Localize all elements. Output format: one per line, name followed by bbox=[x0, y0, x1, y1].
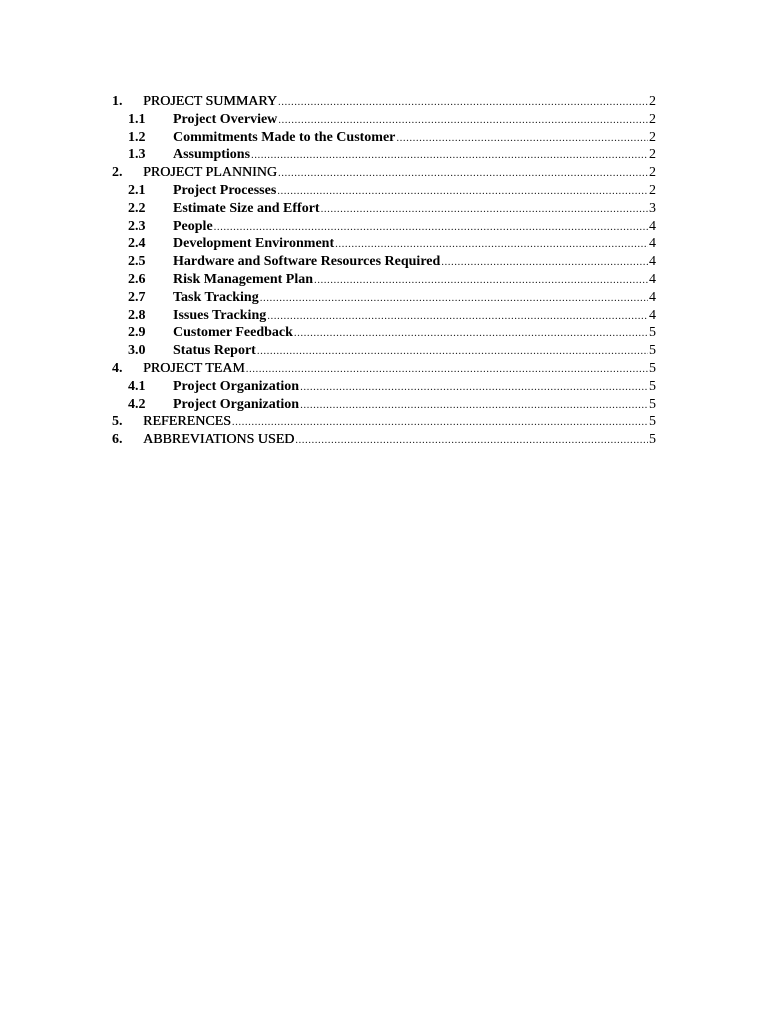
toc-entry-number: 1.2 bbox=[128, 129, 146, 145]
toc-entry-page-number: 2 bbox=[649, 111, 656, 127]
toc-entry[interactable] bbox=[112, 111, 656, 129]
toc-entry-title: Assumptions bbox=[173, 147, 251, 163]
toc-entry-number: 2. bbox=[112, 165, 123, 181]
toc-entry[interactable] bbox=[112, 431, 656, 449]
toc-entry[interactable] bbox=[112, 235, 656, 253]
toc-entry-page-number: 4 bbox=[649, 289, 656, 305]
toc-entry-number: 2.1 bbox=[128, 182, 146, 198]
toc-entry[interactable] bbox=[112, 324, 656, 342]
toc-entry[interactable] bbox=[112, 253, 656, 271]
toc-entry-title: People bbox=[173, 218, 213, 234]
toc-entry-number: 2.5 bbox=[128, 254, 146, 270]
toc-entry-page-number: 5 bbox=[649, 343, 656, 359]
toc-dot-leader bbox=[245, 360, 648, 379]
toc-dot-leader bbox=[299, 396, 648, 415]
toc-entry[interactable] bbox=[112, 307, 656, 325]
toc-entry-number: 2.6 bbox=[128, 271, 146, 287]
toc-dot-leader bbox=[293, 324, 648, 343]
toc-entry-title: Customer Feedback bbox=[173, 325, 293, 341]
toc-dot-leader bbox=[259, 289, 648, 308]
toc-entry[interactable] bbox=[112, 218, 656, 236]
toc-entry-number: 4.1 bbox=[128, 378, 146, 394]
toc-entry-number: 1. bbox=[112, 94, 123, 109]
toc-entry-number: 2.4 bbox=[128, 236, 146, 252]
toc-entry-page-number: 4 bbox=[649, 271, 656, 287]
toc-entry-page-number: 4 bbox=[649, 254, 656, 270]
toc-entry[interactable] bbox=[112, 378, 656, 396]
toc-entry-number: 4. bbox=[112, 360, 123, 376]
toc-entry[interactable] bbox=[112, 182, 656, 200]
toc-entry-title: PROJECT PLANNING bbox=[143, 165, 277, 181]
toc-dot-leader bbox=[294, 431, 648, 450]
toc-entry-page-number: 5 bbox=[649, 396, 656, 412]
toc-dot-leader bbox=[334, 235, 648, 254]
toc-entry-page-number: 4 bbox=[649, 218, 656, 234]
toc-entry[interactable] bbox=[112, 396, 656, 414]
toc-entry-page-number: 5 bbox=[649, 414, 656, 430]
toc-dot-leader bbox=[440, 253, 648, 272]
table-of-contents bbox=[112, 93, 656, 449]
toc-entry-number: 3.0 bbox=[128, 343, 146, 359]
toc-entry-page-number: 5 bbox=[649, 432, 656, 448]
toc-entry-number: 2.3 bbox=[128, 218, 146, 234]
toc-entry[interactable] bbox=[112, 360, 656, 378]
toc-dot-leader bbox=[276, 182, 648, 201]
toc-dot-leader bbox=[277, 111, 648, 130]
toc-dot-leader bbox=[250, 146, 648, 165]
toc-entry-title: Project Overview bbox=[173, 111, 278, 127]
toc-entry-title: Project Organization bbox=[173, 396, 300, 412]
toc-entry-page-number: 2 bbox=[649, 182, 656, 198]
toc-entry-page-number: 5 bbox=[649, 378, 656, 394]
toc-dot-leader bbox=[277, 93, 648, 112]
toc-entry-number: 4.2 bbox=[128, 396, 146, 412]
toc-entry-title: Development Environment bbox=[173, 236, 335, 252]
toc-entry-title: Estimate Size and Effort bbox=[173, 200, 320, 216]
toc-entry-page-number: 4 bbox=[649, 236, 656, 252]
toc-dot-leader bbox=[231, 413, 648, 432]
toc-entry-title: ABBREVIATIONS USED bbox=[143, 432, 295, 448]
toc-dot-leader bbox=[277, 164, 648, 183]
toc-entry-number: 6. bbox=[112, 432, 123, 448]
toc-entry-number: 2.2 bbox=[128, 200, 146, 216]
toc-entry[interactable] bbox=[112, 271, 656, 289]
toc-entry-number: 1.3 bbox=[128, 147, 146, 163]
toc-entry-page-number: 2 bbox=[649, 129, 656, 145]
toc-entry-title: Issues Tracking bbox=[173, 307, 267, 323]
toc-dot-leader bbox=[213, 218, 648, 237]
toc-entry-number: 2.9 bbox=[128, 325, 146, 341]
toc-entry-page-number: 5 bbox=[649, 325, 656, 341]
toc-entry[interactable] bbox=[112, 164, 656, 182]
toc-entry-title: REFERENCES bbox=[143, 414, 231, 430]
toc-entry-page-number: 2 bbox=[649, 147, 656, 163]
toc-dot-leader bbox=[320, 200, 648, 219]
toc-entry-page-number: 3 bbox=[649, 200, 656, 216]
toc-dot-leader bbox=[256, 342, 648, 361]
toc-entry[interactable] bbox=[112, 413, 656, 431]
toc-entry-number: 2.7 bbox=[128, 289, 146, 305]
toc-dot-leader bbox=[313, 271, 648, 290]
toc-entry-page-number: 2 bbox=[649, 94, 656, 109]
toc-entry-number: 5. bbox=[112, 414, 123, 430]
toc-entry-title: Commitments Made to the Customer bbox=[173, 129, 396, 145]
toc-entry-title: Project Processes bbox=[173, 182, 277, 198]
toc-entry[interactable] bbox=[112, 289, 656, 307]
toc-entry-title: Task Tracking bbox=[173, 289, 259, 305]
toc-entry-page-number: 2 bbox=[649, 165, 656, 181]
toc-dot-leader bbox=[395, 129, 648, 148]
toc-entry[interactable] bbox=[112, 200, 656, 218]
toc-dot-leader bbox=[266, 307, 648, 326]
toc-entry[interactable] bbox=[112, 129, 656, 147]
toc-entry[interactable] bbox=[112, 93, 656, 111]
toc-dot-leader bbox=[299, 378, 648, 397]
toc-entry[interactable] bbox=[112, 342, 656, 360]
toc-entry-title: Project Organization bbox=[173, 378, 300, 394]
toc-entry-number: 2.8 bbox=[128, 307, 146, 323]
toc-entry-title: PROJECT TEAM bbox=[143, 360, 245, 376]
toc-entry-title: Risk Management Plan bbox=[173, 271, 313, 287]
toc-entry-page-number: 5 bbox=[649, 360, 656, 376]
toc-entry-title: Hardware and Software Resources Required bbox=[173, 254, 441, 270]
toc-entry[interactable] bbox=[112, 146, 656, 164]
toc-entry-title: PROJECT SUMMARY bbox=[143, 94, 277, 109]
toc-entry-number: 1.1 bbox=[128, 111, 146, 127]
toc-entry-title: Status Report bbox=[173, 343, 256, 359]
toc-entry-page-number: 4 bbox=[649, 307, 656, 323]
